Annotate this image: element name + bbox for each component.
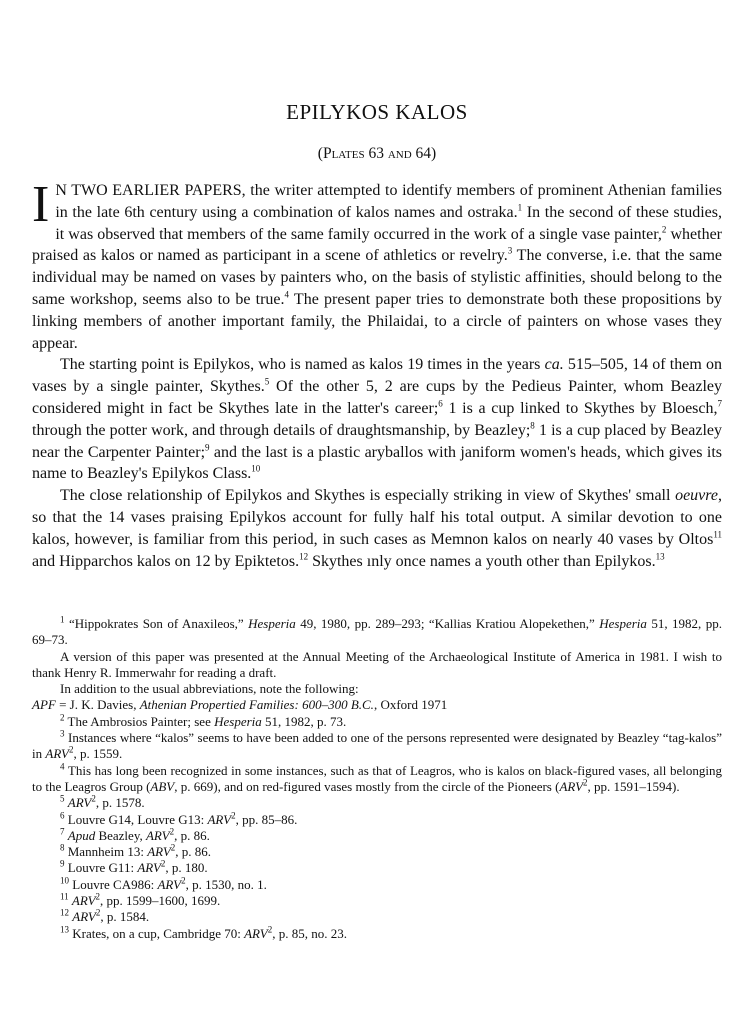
footnote-ref: 1: [517, 202, 523, 213]
footnote-ref: 7: [717, 398, 722, 409]
text: , p. 1559.: [73, 746, 123, 762]
footnote-3: [32, 730, 722, 763]
footnote-number: 7: [60, 826, 65, 837]
footnote-9: [32, 860, 722, 876]
footnote-ref: 3: [507, 246, 513, 257]
text-italic: ARV: [137, 860, 161, 876]
text: The starting point is Epilykos, who is named as kalos 19 times in the years: [60, 356, 545, 374]
text: the writer attempted to identify members of prominent Athenian families in the late 6th century using a combination of kalos names and ostraka.: [55, 182, 723, 221]
paragraph-3: [32, 485, 722, 572]
text: = J. K. Davies,: [55, 697, 140, 713]
text: through the potter work, and through details of draughtsmanship, by Beazley;: [32, 421, 531, 439]
superscript: 2: [95, 908, 101, 919]
plates-reference: (Plates 63 and 64): [317, 145, 437, 162]
text: , so that the 14 vases praising Epilykos account for fully half his total output. A similar devotion to one kalos, however, is familiar from this period, in such cases as Memnon kalos on nearly 40 vases by Oltos: [32, 487, 722, 548]
text: This has long been recognized in some instances, such as that of Leagros, who is kalos on black-figured vases, all belonging to the Leagros Group (: [32, 762, 722, 794]
footnote-number: 2: [60, 712, 65, 723]
text-italic: Hesperia: [248, 616, 296, 631]
text: , p. 669), and on red-figured vases mostly from the circle of the Pioneers (: [174, 778, 560, 794]
text-italic: ARV: [157, 876, 182, 892]
footnote-number: 9: [60, 859, 65, 870]
footnote-number: 6: [60, 810, 65, 821]
footnote-13: [32, 926, 722, 942]
text: , p. 1584.: [100, 909, 150, 925]
text: The present paper tries to demonstrate both these propositions by linking members of another important family, the Philaidai, to a circle of painters on whose vases they appear.: [32, 290, 723, 352]
text-italic: Hesperia: [599, 616, 647, 631]
superscript: 2: [231, 810, 236, 821]
text: 1 is a cup linked to Skythes by Bloesch,: [442, 399, 718, 417]
text: whether praised as kalos or named as participant in a scene of athletics or revelry.: [32, 225, 723, 265]
text-italic: ABV: [150, 778, 175, 794]
superscript: 2: [160, 859, 166, 870]
footnote-ref: 11: [713, 529, 722, 540]
text: Skythes ınly once names a youth other than Epilykos.: [308, 552, 656, 570]
text: , p. 180.: [165, 860, 208, 876]
superscript: 2: [91, 793, 96, 804]
article-title: EPILYKOS KALOS: [286, 100, 468, 124]
text: Louvre G14, Louvre G13:: [64, 811, 208, 827]
footnote-ref: 8: [530, 420, 535, 431]
text: The Ambrosios Painter; see: [64, 713, 215, 729]
text: , p. 86.: [174, 827, 210, 843]
footnote-ref: 5: [264, 376, 270, 387]
text: “Hippokrates Son of Anaxileos,”: [64, 616, 249, 631]
footnote-ref: 9: [205, 442, 210, 453]
footnote-ref: 12: [299, 551, 309, 562]
footnote-ref: 2: [661, 224, 667, 235]
text-italic: ARV: [559, 778, 584, 794]
text: Krates, on a cup, Cambridge 70:: [69, 925, 245, 941]
footnote-8: [32, 844, 722, 860]
text: , p. 86.: [175, 844, 212, 860]
text: 51, 1982, pp. 69–73.: [32, 616, 722, 648]
text: Instances where “kalos” seems to have been added to one of the persons represented were designated by Beazley “tag-kalos” in: [32, 730, 722, 762]
text-italic: ARV: [207, 811, 232, 827]
footnote-number: 13: [60, 924, 69, 935]
text: , Oxford 1971: [373, 697, 448, 713]
footnote-number: 3: [60, 728, 65, 739]
text: 49, 1980, pp. 289–293; “Kallias Kratiou Alopekethen,”: [295, 616, 600, 631]
text: Louvre CA986:: [69, 876, 158, 892]
text-italic: ARV: [244, 925, 268, 941]
footnote-2: [32, 714, 722, 730]
footnote-number: 5: [60, 793, 65, 804]
text: 1 is a cup placed by Beazley near the Carpenter Painter;: [32, 421, 723, 461]
text: 515–505, 14 of them on vases by a single painter, Skythes.: [32, 356, 722, 396]
footnote-number: 8: [60, 842, 65, 853]
text: The close relationship of Epilykos and Skythes is especially striking in view of Skythes' small: [60, 487, 676, 505]
text-italic: APF: [32, 697, 56, 713]
text: Mannheim 13:: [64, 844, 148, 860]
text-italic: ARV: [71, 893, 96, 909]
text: , pp. 1599–1600, 1699.: [100, 893, 221, 909]
superscript: 2: [169, 826, 175, 837]
footnote-10: [32, 877, 722, 893]
footnote-11: [32, 893, 722, 909]
footnote-1: [32, 616, 722, 649]
text: , pp. 1591–1594).: [587, 778, 680, 794]
text: Louvre G11:: [64, 860, 138, 876]
text: , pp. 85–86.: [235, 811, 298, 827]
body-text: [32, 176, 723, 572]
footnote-number: 12: [60, 908, 69, 919]
abbreviation-apf: [32, 697, 722, 713]
footnote-5: [32, 795, 722, 811]
text-italic: ARV: [147, 844, 171, 860]
text-italic: oeuvre: [675, 487, 718, 505]
text: In the second of these studies, it was observed that members of the same family occurred in the work of a single vase painter,: [55, 203, 722, 243]
text: , p. 85, no. 23.: [272, 925, 347, 941]
paragraph-1: [32, 176, 723, 354]
footnote-ref: 10: [251, 464, 261, 475]
superscript: 2: [95, 891, 101, 902]
text-italic: ca.: [544, 356, 564, 374]
footnote-ref: 4: [284, 289, 290, 300]
footnote-6: [32, 812, 722, 828]
text-italic: Apud: [67, 827, 96, 843]
footnote-number: 11: [60, 891, 69, 902]
superscript: 2: [68, 745, 74, 756]
superscript: 2: [170, 842, 176, 853]
footnote-7: [32, 828, 722, 844]
footnote-number: 1: [60, 614, 65, 625]
superscript: 2: [583, 777, 588, 788]
footnotes: [32, 616, 722, 942]
footnote-4: [32, 763, 722, 796]
footnote-ref: 13: [655, 551, 665, 562]
superscript: 2: [267, 924, 273, 935]
text: , p. 1530, no. 1.: [185, 876, 267, 892]
footnote-ref: 6: [438, 398, 443, 409]
footnote-12: [32, 909, 722, 925]
text-italic: Hesperia: [214, 713, 262, 729]
acknowledgement: A version of this paper was presented at the Annual Meeting of the Archaeological Institute of America in 1981. I wish to thank Henry R. Immerwahr for reading a draft.: [32, 648, 722, 680]
paragraph-2: [32, 354, 722, 485]
text: Beazley,: [95, 827, 146, 843]
article-subtitle: [32, 145, 722, 163]
text-italic: ARV: [145, 827, 170, 843]
text: and Hipparchos kalos on 12 by Epiktetos.: [32, 552, 300, 570]
text: Of the other 5, 2 are cups by the Pedieus Painter, whom Beazley considered might in fact be Skythes late in the latter's career;: [32, 378, 722, 417]
text: 51, 1982, p. 73.: [261, 713, 347, 729]
text: The converse, i.e. that the same individual may be named on vases by painters who, on the basis of stylistic affinities, should belong to the same workshop, seems also to be true.: [32, 247, 722, 308]
footnote-number: 10: [60, 875, 69, 886]
text-italic: ARV: [45, 746, 69, 762]
superscript: 2: [181, 875, 186, 886]
text-italic: ARV: [67, 795, 92, 811]
lead-in: N TWO EARLIER PAPERS,: [55, 182, 246, 199]
text-italic: ARV: [72, 909, 96, 925]
footnote-number: 4: [60, 761, 65, 772]
drop-cap: I: [32, 176, 50, 233]
text: and the last is a plastic aryballos with janiform women's heads, which gives its name to Beazley's Epilykos Class.: [32, 443, 722, 483]
text-italic: Athenian Propertied Families: 600–300 B.C.: [139, 697, 374, 713]
abbreviations-intro: In addition to the usual abbreviations, note the following:: [60, 681, 359, 697]
text: , p. 1578.: [95, 795, 145, 811]
